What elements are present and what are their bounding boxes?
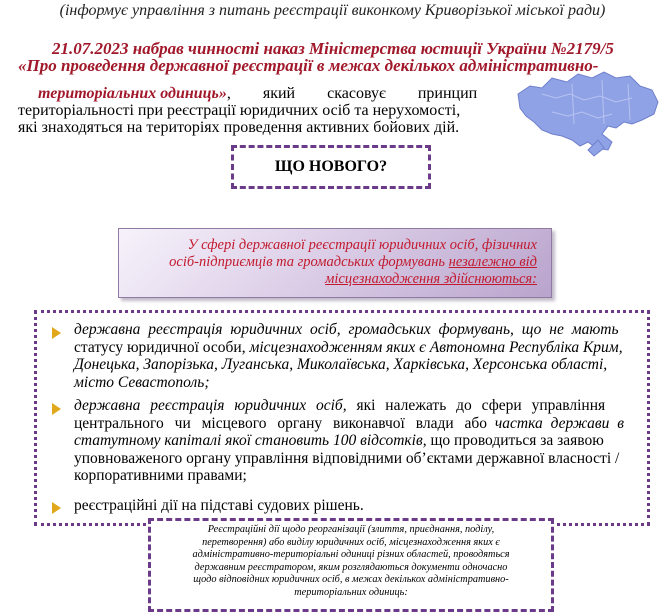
subtitle: (інформує управління з питань реєстрації виконкому Криворізької міської ради) (59, 2, 606, 19)
list-item (74, 497, 634, 515)
item-2-line-5: корпоративними правами; (74, 467, 247, 484)
banner-text (119, 237, 537, 288)
whats-new-box (231, 145, 431, 189)
item-1-line-3: Донецька, Запорізька, Луганська, Миколаївська, Харківська, Херсонська області, (74, 356, 608, 373)
banner-line-3: місцезнаходження здійснюються: (325, 271, 537, 287)
intro-line-3: які знаходяться на територіях проведення активних бойових дій. (18, 119, 460, 136)
item-2-line-2b: частка держави в (487, 414, 624, 432)
bullet-arrow-icon (52, 502, 61, 514)
note-line-6: територіальних одиниць: (294, 586, 408, 598)
bullet-arrow-icon (52, 403, 61, 415)
note-line-1: Реєстраційні дії щодо реорганізації (злиття, приєднання, поділу, (207, 524, 495, 535)
note-line-3: адміністративно-територіальні одиниці різних областей, проводяться (192, 549, 510, 561)
note-line-4: державним реєстратором, яким розглядаються документи одночасно (194, 561, 508, 573)
intro-line-1: , який скасовує принцип (226, 85, 478, 102)
ukraine-map-image (512, 64, 662, 164)
banner-line-1: У сфері державної реєстрації юридичних осіб, фізичних (187, 237, 537, 253)
item-1-line-2a: статусу юридичної особи, (74, 338, 246, 356)
headline-line-3: територіальних одиниць» (38, 85, 227, 102)
item-1-line-2b: місцезнаходженням яких є Автономна Республіка Крим, (245, 338, 623, 356)
info-banner (118, 228, 552, 298)
item-2-line-1b: які належать до сфери управління (346, 397, 606, 414)
banner-line-2-underlined: незалежно від (448, 254, 537, 270)
item-2-line-4: уповноваженого органу управління відповідними об’єктами державної власності / (74, 449, 620, 467)
note-text (157, 524, 545, 600)
list-item (74, 397, 634, 485)
note-line-5: щодо відповідних юридичних осіб, в межах декількох адміністративно- (193, 574, 509, 586)
intro-line-2: територіальності при реєстрації юридичних осіб та нерухомості, (18, 102, 461, 119)
list-item (74, 321, 634, 391)
item-2-line-2a: центрального чи місцевого органу виконавчої влади або (74, 414, 488, 432)
note-line-2: перетворення) або виділу юридичних осіб, місцезнаходження яких є (202, 536, 500, 548)
item-2-line-3b: що проводиться за заявою (426, 432, 604, 449)
bullet-arrow-icon (52, 327, 61, 339)
whats-new-label: ЩО НОВОГО? (274, 158, 388, 175)
item-3-line-1: реєстраційні дії на підставі судових рішень. (74, 497, 364, 514)
item-2-line-3a: статутному капіталі якої становить 100 відсотків, (74, 432, 427, 449)
item-2-line-1a: державна реєстрація юридичних осіб, (74, 397, 347, 414)
item-1-line-4: місто Севастополь; (74, 373, 210, 391)
item-1-line-1: державна реєстрація юридичних осіб, громадських формувань, що не мають (74, 321, 619, 338)
banner-line-2: осіб-підприємців та громадських формувань (169, 254, 446, 270)
headline-line-2: «Про проведення державної реєстрації в межах декількох адміністративно- (18, 56, 599, 75)
intro-text (18, 85, 508, 136)
reorganization-note-box (148, 518, 554, 612)
headline-line-1: 21.07.2023 набрав чинності наказ Міністерства юстиції України №2179/5 (52, 39, 614, 58)
